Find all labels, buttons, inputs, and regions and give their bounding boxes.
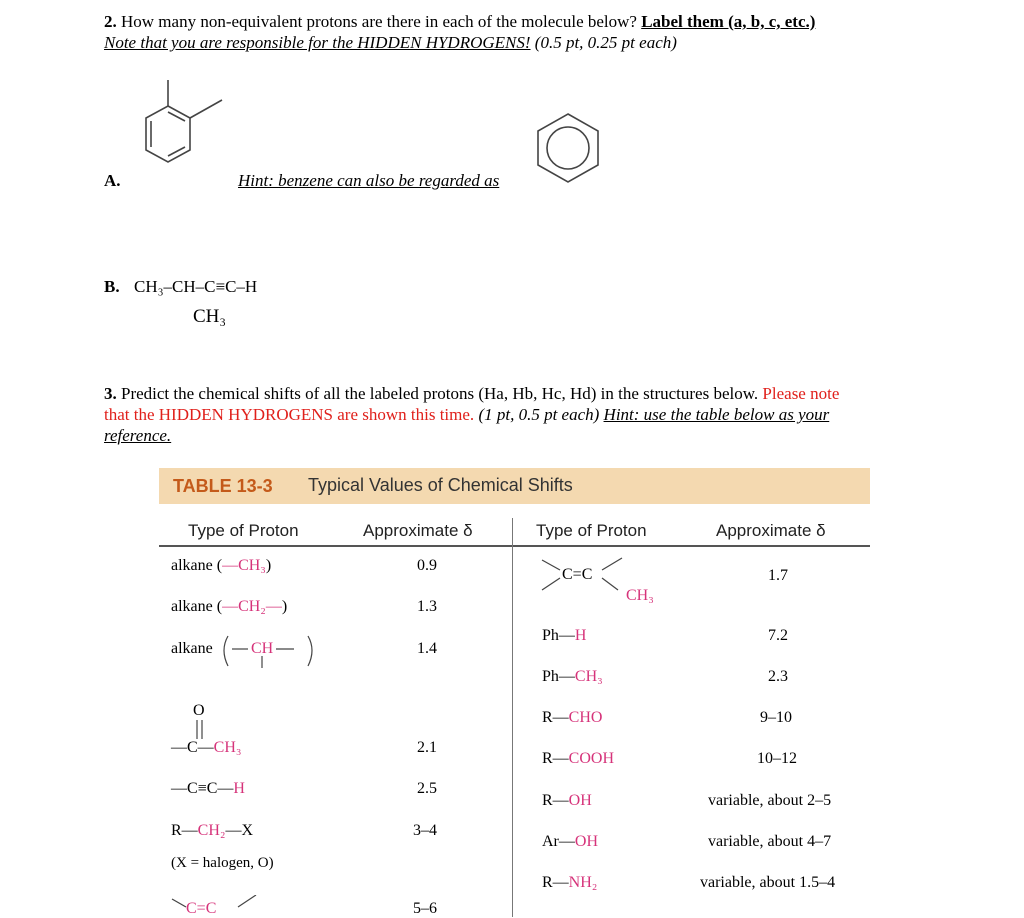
molecule-b-formula: CH₃–CH–C≡C–H (134, 277, 258, 296)
table-title: Typical Values of Chemical Shifts (308, 475, 573, 495)
header-type-of-proton-right: Type of Proton (536, 521, 647, 540)
row-type-proton: CH₂ (197, 822, 226, 839)
table-row (171, 739, 241, 757)
table-header-row (159, 518, 870, 546)
question-2-line-2 (104, 32, 1004, 54)
molecule-a-structure (130, 70, 240, 185)
question-2-number: 2. (104, 12, 117, 31)
benzene-circle-structure (528, 110, 608, 190)
row-type-proton: —CH₂— (222, 598, 282, 615)
row-type-proton: COOH (568, 750, 615, 767)
table-row (542, 874, 597, 892)
row-type-proton: OH (568, 792, 592, 809)
row-type-prefix: R— (542, 792, 569, 809)
row-type-suffix: ) (265, 557, 272, 574)
question-2-text: How many non-equivalent protons are there in each of the molecule below? (121, 12, 637, 31)
table-label: TABLE 13-3 (173, 476, 273, 496)
question-3-hint-1: Hint: use the table below as your (603, 405, 830, 424)
table-row (542, 668, 603, 686)
row-type-prefix: alkane ( (171, 598, 223, 615)
question-2-points: (0.5 pt, 0.25 pt each) (534, 33, 677, 52)
question-3-text: Predict the chemical shifts of all the labeled protons (Ha, Hb, Hc, Hd) in the structures below. (121, 384, 759, 403)
question-3-hint-2: reference. (104, 426, 172, 445)
row-type-proton: CH (251, 640, 274, 657)
table-row (542, 627, 586, 645)
table-title-bar (159, 468, 870, 504)
table-row (542, 750, 614, 768)
row-type-prefix: Ar— (542, 833, 575, 850)
question-3-points: (1 pt, 0.5 pt each) (478, 405, 600, 424)
alkene-proton-label: C=C (186, 900, 217, 917)
row-delta: variable, about 2–5 (708, 792, 832, 809)
row-type-prefix: R— (542, 874, 569, 891)
molecule-b-substituent: CH₃ (193, 306, 227, 327)
table-row (171, 598, 287, 616)
molecule-b-label: B. (104, 277, 120, 296)
question-3-note-2: that the HIDDEN HYDROGENS are shown this time. (104, 405, 475, 424)
table-column-divider (512, 518, 513, 917)
row-type-proton: CHO (568, 709, 603, 726)
table-row (171, 557, 271, 575)
question-2-note: Note that you are responsible for the HIDDEN HYDROGENS! (104, 33, 531, 52)
row-type-suffix: ) (281, 598, 288, 615)
row-delta: 2.5 (417, 780, 437, 797)
header-approx-delta-right: Approximate δ (716, 521, 826, 540)
table-row (171, 822, 253, 840)
allylic-cc: C=C (562, 566, 593, 583)
row-type-proton: NH₂ (568, 874, 598, 891)
row-delta: 5–6 (413, 900, 437, 917)
row-type-prefix: Ph— (542, 668, 575, 685)
question-3-line-2 (104, 404, 984, 426)
row-delta: 2.3 (768, 668, 788, 685)
row-type-proton: H (574, 627, 587, 644)
question-2-line-1 (104, 11, 1004, 33)
row-type-prefix: alkane (171, 640, 213, 657)
row-type-prefix: R— (542, 750, 569, 767)
question-3-number: 3. (104, 384, 117, 403)
row-delta: variable, about 4–7 (708, 833, 832, 850)
row-type-proton: OH (574, 833, 598, 850)
row-delta: 2.1 (417, 739, 437, 756)
table-header-rule (159, 545, 870, 547)
molecule-a-label: A. (104, 171, 121, 190)
row-type-prefix: —C— (171, 739, 214, 756)
table-row (171, 640, 213, 658)
row-type-proton: —CH₃ (222, 557, 266, 574)
table-row (542, 833, 598, 851)
row-delta: 7.2 (768, 627, 788, 644)
row-type-proton: CH₃ (213, 739, 242, 756)
row-type-proton: H (233, 780, 245, 797)
row-type-prefix: R— (542, 709, 569, 726)
question-3-line-1 (104, 383, 984, 405)
row-type-prefix: —C≡C— (171, 780, 234, 797)
table-row (171, 780, 245, 798)
alkene-bonds-left (168, 895, 268, 917)
row-type-proton: CH₃ (626, 587, 654, 604)
header-type-of-proton-left: Type of Proton (188, 521, 299, 540)
row-delta: 0.9 (417, 557, 437, 574)
row-delta: 1.4 (417, 640, 437, 657)
row-delta: 3–4 (413, 822, 437, 839)
carbonyl-double-bond (194, 719, 206, 741)
table-row (542, 709, 602, 727)
molecule-a-hint: Hint: benzene can also be regarded as (238, 171, 500, 190)
carbonyl-oxygen: O (193, 702, 205, 719)
row-type-suffix: —X (225, 822, 254, 839)
question-2-label-instruction: Label them (a, b, c, etc.) (641, 12, 816, 31)
row-footnote: (X = halogen, O) (171, 855, 274, 871)
row-delta: 1.3 (417, 598, 437, 615)
row-delta: 10–12 (757, 750, 797, 767)
row-type-prefix: alkane ( (171, 557, 223, 574)
header-approx-delta-left: Approximate δ (363, 521, 473, 540)
row-type-proton: CH₃ (574, 668, 603, 685)
table-row (542, 792, 592, 810)
row-delta: 9–10 (760, 709, 792, 726)
question-3-note-1: Please note (762, 384, 840, 403)
row-type-prefix: Ph— (542, 627, 575, 644)
row-delta: 1.7 (768, 567, 788, 584)
row-type-prefix: R— (171, 822, 198, 839)
row-delta: variable, about 1.5–4 (700, 874, 836, 891)
